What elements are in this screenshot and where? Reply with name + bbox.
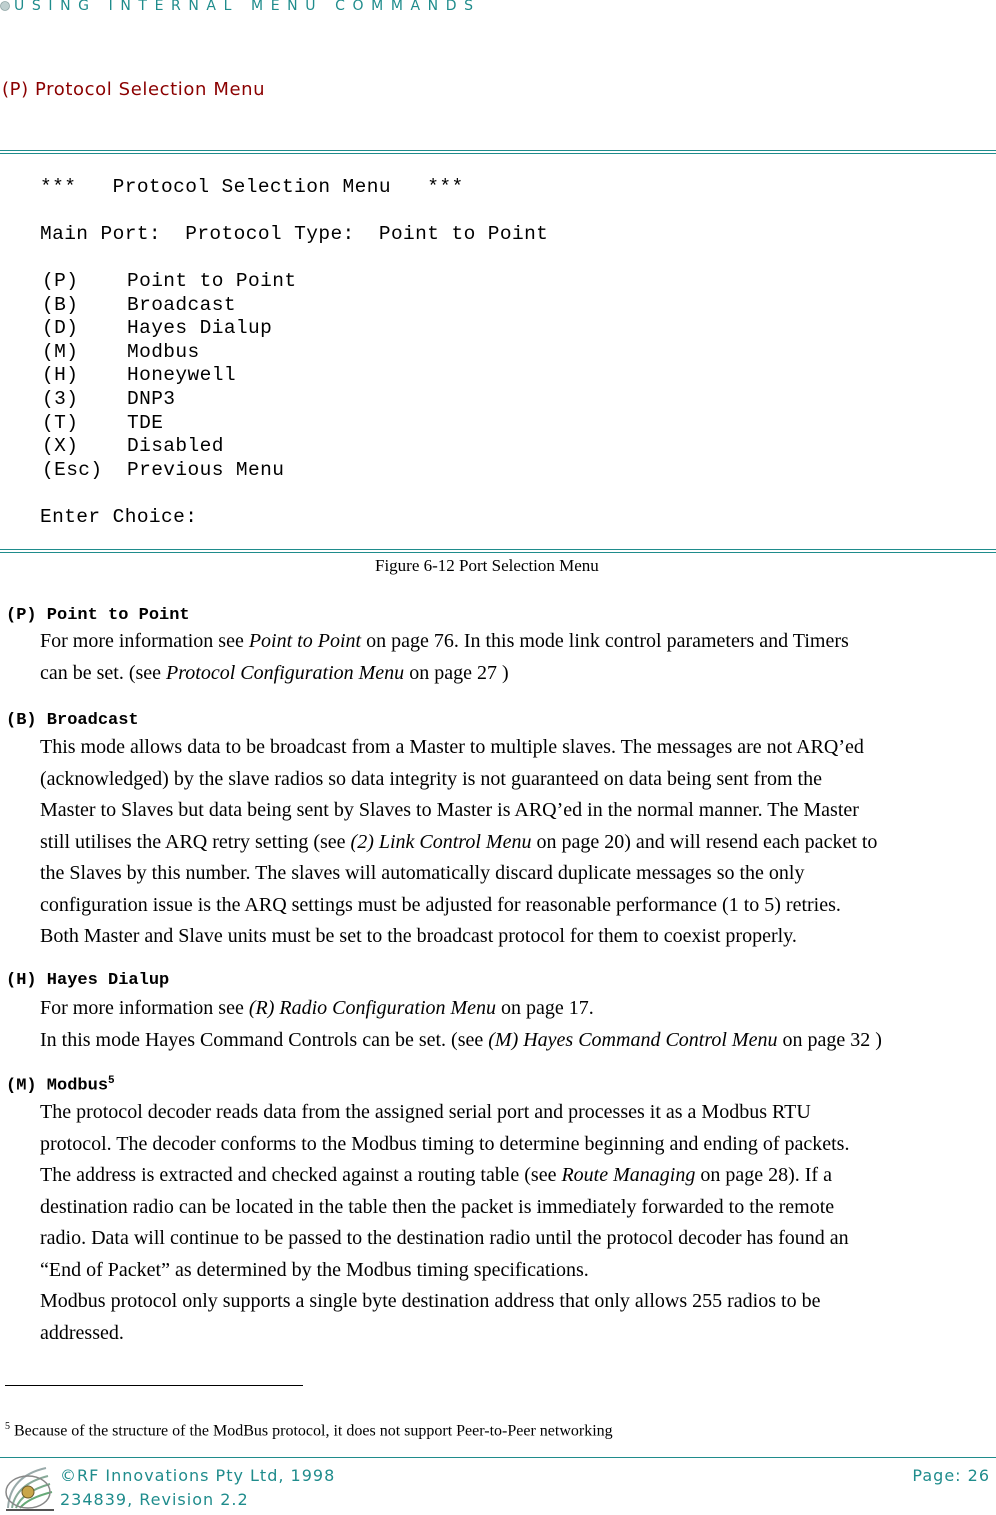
figure-bottom-rule xyxy=(0,549,996,550)
menu-option-label: Previous Menu xyxy=(127,459,285,481)
menu-option-key: (Esc) xyxy=(42,459,103,481)
menu-option-label: TDE xyxy=(127,412,164,434)
footnote-number: 5 xyxy=(5,1421,10,1432)
option-heading-broadcast: (B) Broadcast xyxy=(6,711,139,730)
menu-option-key: (3) xyxy=(42,388,79,410)
running-header: USING INTERNAL MENU COMMANDS xyxy=(14,0,481,14)
menu-option-key: (D) xyxy=(42,317,79,339)
xref-link[interactable]: Protocol Configuration Menu xyxy=(166,661,405,684)
menu-option-label: Honeywell xyxy=(127,364,236,386)
menu-option-label: Hayes Dialup xyxy=(127,317,273,339)
hayes-paragraph: For more information see (R) Radio Configuration Menu on page 17. In this mode Hayes Command Controls can be set. (see (M) Hayes Command Control Menu on page 32 ) xyxy=(40,997,882,1051)
menu-option-label: Disabled xyxy=(127,435,224,457)
broadcast-paragraph: This mode allows data to be broadcast from a Master to multiple slaves. The messages are not ARQ’ed (acknowledged) by the slave radios so data integrity is not guaranteed on data being sent from the Master to Slaves but data being sent by Slaves to Master is ARQ’ed in the normal manner. The Master still utilises the ARQ retry setting (see (2) Link Control Menu on page 20) and will resend each packet to the Slaves by this number. The slaves will automatically discard duplicate messages so the only configuration issue is the ARQ settings must be adjusted for reasonable performance (1 to 5) retries. Both Master and Slave units must be set to the broadcast protocol for them to coexist properly. xyxy=(40,736,878,947)
point-to-point-paragraph: For more information see Point to Point on page 76. In this mode link control parameters and Timers can be set. (see Protocol Configuration Menu on page 27 ) xyxy=(40,630,849,684)
modbus-paragraph: The protocol decoder reads data from the assigned serial port and processes it as a Modbus RTU protocol. The decoder conforms to the Modbus timing to determine beginning and ending of packets. The address is extracted and checked against a routing table (see Route Managing on page 28). If a destination radio can be located in the table then the packet is immediately forwarded to the remote radio. Data will continue to be passed to the destination radio until the protocol decoder has found an “End of Packet” as determined by the Modbus timing specifications. Modbus protocol only supports a single byte destination address that only allows 255 radios to be addressed. xyxy=(40,1101,850,1344)
menu-option-label: Point to Point xyxy=(127,270,297,292)
menu-option-key: (M) xyxy=(42,341,79,363)
option-heading-modbus: (M) Modbus$^5$ xyxy=(6,1075,115,1096)
company-logo-icon xyxy=(2,1462,58,1512)
menu-option-key: (P) xyxy=(42,270,79,292)
terminal-status: Main Port: Protocol Type: Point to Point xyxy=(40,223,549,245)
menu-option-label: Modbus xyxy=(127,341,200,363)
footnote-separator xyxy=(5,1385,303,1386)
menu-option-label: Broadcast xyxy=(127,294,236,316)
xref-link[interactable]: (R) Radio Configuration Menu xyxy=(248,997,497,1019)
footnote-text: Because of the structure of the ModBus protocol, it does not support Peer-to-Peer networking xyxy=(14,1422,613,1440)
menu-option-key: (H) xyxy=(42,364,79,386)
footer-page-number: Page: 26 xyxy=(912,1466,990,1485)
menu-option-key: (T) xyxy=(42,412,79,434)
figure-top-rule xyxy=(0,150,996,151)
figure-caption: Figure 6-12 Port Selection Menu xyxy=(375,556,599,575)
figure-bottom-rule-2 xyxy=(0,552,996,553)
footer-rule xyxy=(0,1457,996,1458)
xref-link[interactable]: (2) Link Control Menu xyxy=(350,830,532,853)
xref-link[interactable]: Point to Point xyxy=(248,630,362,652)
terminal-banner: *** Protocol Selection Menu *** xyxy=(40,176,464,198)
menu-option-label: DNP3 xyxy=(127,388,176,410)
figure-top-rule-2 xyxy=(0,153,996,154)
xref-link[interactable]: Route Managing xyxy=(561,1164,696,1186)
option-heading-point-to-point: (P) Point to Point xyxy=(6,606,190,625)
header-bullet-icon xyxy=(0,1,10,11)
section-title: (P) Protocol Selection Menu xyxy=(2,79,266,100)
footnote-marker[interactable]: 5 xyxy=(108,1075,115,1087)
xref-link[interactable]: (M) Hayes Command Control Menu xyxy=(488,1028,778,1051)
terminal-prompt: Enter Choice: xyxy=(40,506,198,528)
menu-option-key: (X) xyxy=(42,435,79,457)
footer-doc-ref: 234839, Revision 2.2 xyxy=(60,1490,249,1509)
footer-copyright: ©RF Innovations Pty Ltd, 1998 xyxy=(60,1466,336,1485)
footnote xyxy=(5,1421,613,1440)
option-heading-hayes-dialup: (H) Hayes Dialup xyxy=(6,971,170,990)
menu-option-key: (B) xyxy=(42,294,79,316)
